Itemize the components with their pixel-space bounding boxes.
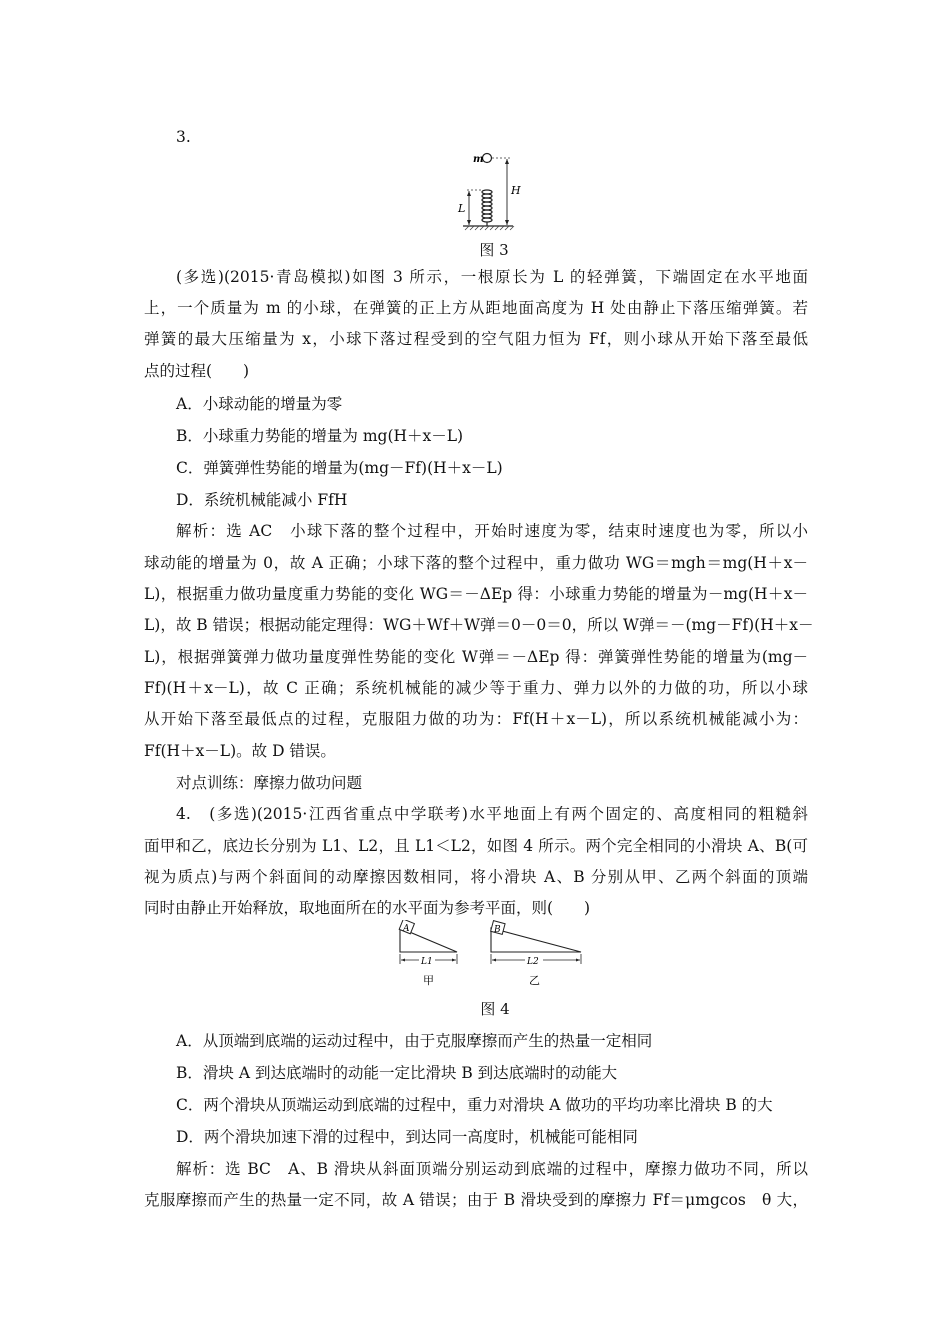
q3-option-a: A．小球动能的增量为零	[176, 395, 343, 413]
label-H: H	[511, 184, 521, 197]
q3-analysis-line: L)，根据弹簧弹力做功量度弹性势能的变化 W弹＝－ΔEp 得：弹簧弹性势能的增量为(mg－	[144, 648, 808, 666]
q4-stem-line: 视为质点)与两个斜面间的动摩擦因数相同，将小滑块 A、B 分别从甲、乙两个斜面的顶端	[144, 868, 808, 886]
q3-option-b: B．小球重力势能的增量为 mg(H＋x－L)	[176, 427, 464, 445]
q4-option-a: A．从顶端到底端的运动过程中，由于克服摩擦而产生的热量一定相同	[176, 1032, 653, 1050]
q3-analysis-line: 球动能的增量为 0，故 A 正确；小球下落的整个过程中，重力做功 WG＝mgh＝mg(H＋x－	[144, 554, 808, 572]
q4-analysis-line: 克服摩擦而产生的热量一定不同，故 A 错误；由于 B 滑块受到的摩擦力 Ff＝μmgcos θ 大，	[144, 1191, 808, 1209]
label-B: B	[494, 925, 501, 935]
label-L1: L1	[421, 957, 433, 967]
q4-option-c: C．两个滑块从顶端运动到底端的过程中，重力对滑块 A 做功的平均功率比滑块 B 的大	[176, 1096, 773, 1114]
label-m: m	[473, 154, 484, 165]
label-yi: 乙	[529, 974, 540, 987]
spring	[482, 190, 492, 226]
q3-analysis-line: Ff)(H＋x－L)，故 C 正确；系统机械能的减少等于重力、弹力以外的力做的功，所以小球	[144, 679, 808, 697]
label-L: L	[458, 202, 466, 215]
incline-yi	[491, 928, 581, 952]
label-A: A	[403, 924, 410, 934]
q3-option-c: C．弹簧弹性势能的增量为(mg－Ff)(H＋x－L)	[176, 459, 503, 477]
q3-analysis-line: L)，根据重力做功量度重力势能的变化 WG＝－ΔEp 得：小球重力势能的增量为－mg(H＋x－	[144, 585, 808, 603]
figure-3-caption: 图 3	[479, 241, 509, 259]
ground-hatch	[465, 226, 514, 230]
ball	[483, 154, 492, 163]
figure-4-inclines	[395, 920, 595, 992]
q3-analysis-line: Ff(H＋x－L)。故 D 错误。	[144, 742, 336, 760]
q3-analysis-line: 解析：选 AC 小球下落的整个过程中，开始时速度为零，结束时速度也为零，所以小	[176, 522, 808, 540]
q3-analysis-line: 从开始下落至最低点的过程，克服阻力做的功为：Ff(H＋x－L)，所以系统机械能减小为：	[144, 710, 808, 728]
label-L2: L2	[527, 957, 539, 967]
q3-stem-line: 点的过程( )	[144, 362, 250, 380]
q3-stem-line: 弹簧的最大压缩量为 x，小球下落过程受到的空气阻力恒为 Ff，则小球从开始下落至最低	[144, 330, 808, 348]
question-3-number: 3.	[176, 128, 191, 146]
q3-stem-line: 上，一个质量为 m 的小球，在弹簧的正上方从距地面高度为 H 处由静止下落压缩弹簧。若	[144, 299, 808, 317]
q4-stem-line: 同时由静止开始释放，取地面所在的水平面为参考平面，则( )	[144, 899, 591, 917]
q4-stem-line: 面甲和乙，底边长分别为 L1、L2，且 L1＜L2，如图 4 所示。两个完全相同的小滑块 A、B(可	[144, 837, 808, 855]
q4-analysis-line: 解析：选 BC A、B 滑块从斜面顶端分别运动到底端的过程中，摩擦力做功不同，所以	[176, 1160, 808, 1178]
q3-option-d: D．系统机械能减小 FfH	[176, 491, 348, 509]
q3-stem-line: (多选)(2015·青岛模拟)如图 3 所示，一根原长为 L 的轻弹簧，下端固定在水平地面	[176, 268, 808, 286]
q3-analysis-line: L)，故 B 错误；根据动能定理得：WG＋Wf＋W弹＝0－0＝0，所以 W弹＝－(mg－Ff)(H＋x－	[144, 616, 814, 634]
figure-4-caption: 图 4	[480, 1000, 510, 1018]
label-jia: 甲	[423, 974, 434, 987]
q4-option-b: B．滑块 A 到达底端时的动能一定比滑块 B 到达底端时的动能大	[176, 1064, 618, 1082]
q4-option-d: D．两个滑块加速下滑的过程中，到达同一高度时，机械能可能相同	[176, 1128, 638, 1146]
figure-3-spring-ball	[455, 148, 535, 236]
section-title: 对点训练：摩擦力做功问题	[176, 774, 363, 792]
q4-stem-line: 4. (多选)(2015·江西省重点中学联考)水平地面上有两个固定的、高度相同的粗糙斜	[176, 805, 808, 823]
